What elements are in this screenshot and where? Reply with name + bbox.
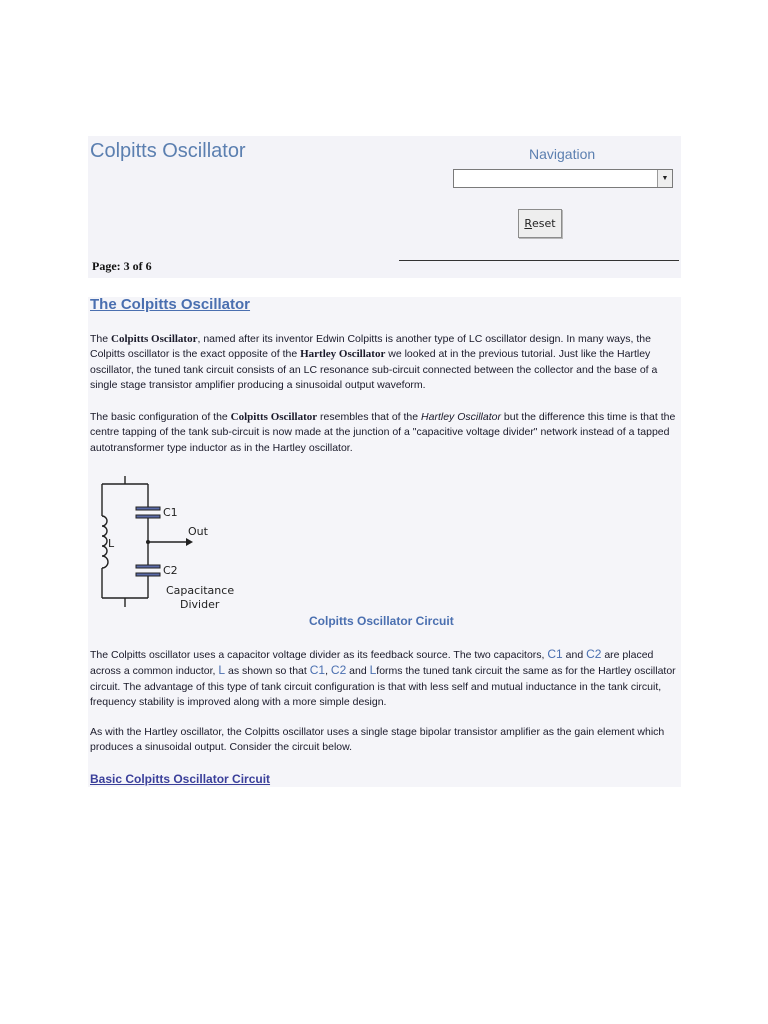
navigation-select[interactable]	[453, 169, 673, 188]
section-title-link[interactable]: The Colpitts Oscillator	[90, 296, 251, 313]
capacitor-c2	[136, 565, 160, 576]
symbol-l: L	[218, 663, 226, 678]
text-run: and	[346, 665, 370, 678]
symbol-c1: C1	[309, 663, 326, 678]
reset-button-label: eset	[532, 217, 556, 230]
text-run: we looked at in the previous tutorial. Just like the Hartley oscillator, the tuned tank circuit consists of an LC resonance sub-circuit connected between the collector and the base of a single stage transistor amplifier producing a sinusoidal output waveform.	[90, 348, 658, 391]
circuit-caption: Colpitts Oscillator Circuit	[309, 614, 454, 628]
text-run: as shown so that	[225, 665, 310, 678]
paragraph-intro	[90, 332, 680, 393]
term-hartley-oscillator: Hartley Oscillator	[421, 411, 501, 423]
text-run: The basic configuration of the	[90, 411, 231, 423]
paragraph-feedback	[90, 647, 680, 710]
page-title: Colpitts Oscillator	[90, 140, 246, 162]
label-inductor: L	[108, 537, 115, 550]
label-out: Out	[188, 525, 208, 538]
capacitor-c1	[136, 507, 160, 518]
paragraph-amplifier: As with the Hartley oscillator, the Colpitts oscillator uses a single stage bipolar transistor amplifier as the gain element which produces a sinusoidal output. Consider the circuit below.	[90, 726, 665, 754]
navigation-label: Navigation	[529, 146, 596, 162]
symbol-l: L	[369, 663, 377, 678]
text-run: ,	[325, 665, 331, 678]
text-run: and	[562, 649, 587, 661]
text-run: The Colpitts oscillator uses a capacitor voltage divider as its feedback source. The two capacitors,	[90, 649, 548, 661]
text-run: forms the tuned tank circuit the same as for the Hartley oscillator circuit. The advantage of this type of tank circuit configuration is that with less self and mutual inductance in the tank circuit, frequency stability is improved along with a more simple design.	[90, 665, 676, 708]
output-arrow-icon	[186, 538, 193, 546]
label-c2: C2	[163, 564, 178, 577]
text-run: The	[90, 333, 112, 345]
label-capacitance: Capacitance	[166, 584, 235, 597]
reset-button[interactable]	[518, 209, 562, 238]
chevron-down-icon[interactable]: ▼	[657, 170, 672, 187]
tank-circuit-diagram	[90, 470, 250, 615]
reset-button-mnemonic: R	[524, 217, 533, 230]
label-c1: C1	[163, 506, 178, 519]
symbol-c2: C2	[586, 647, 602, 661]
symbol-c1: C1	[547, 647, 563, 661]
paragraph-configuration	[90, 410, 680, 456]
text-run: resembles that of the	[317, 411, 422, 423]
term-colpitts-oscillator: Colpitts Oscillator	[111, 333, 198, 345]
junction-dot	[146, 540, 150, 544]
text-run: are placed across a common inductor,	[90, 649, 654, 678]
subsection-title-link[interactable]: Basic Colpitts Oscillator Circuit	[90, 772, 271, 786]
text-run: but the difference this time is that the centre tapping of the tank sub-circuit is now made at the junction of a "capacitive voltage divider" network instead of a tapped autotransformer type inductor as in the Hartley oscillator.	[90, 411, 676, 454]
text-run: , named after its inventor Edwin Colpitts is another type of LC oscillator design. In many ways, the Colpitts oscillator is the exact opposite of the	[90, 333, 651, 361]
term-hartley-oscillator: Hartley Oscillator	[300, 348, 386, 361]
symbol-c2: C2	[330, 663, 347, 678]
label-divider: Divider	[180, 598, 220, 611]
page-indicator: Page: 3 of 6	[92, 259, 152, 273]
term-colpitts-oscillator: Colpitts Oscillator	[230, 411, 318, 423]
header-divider	[399, 260, 679, 261]
